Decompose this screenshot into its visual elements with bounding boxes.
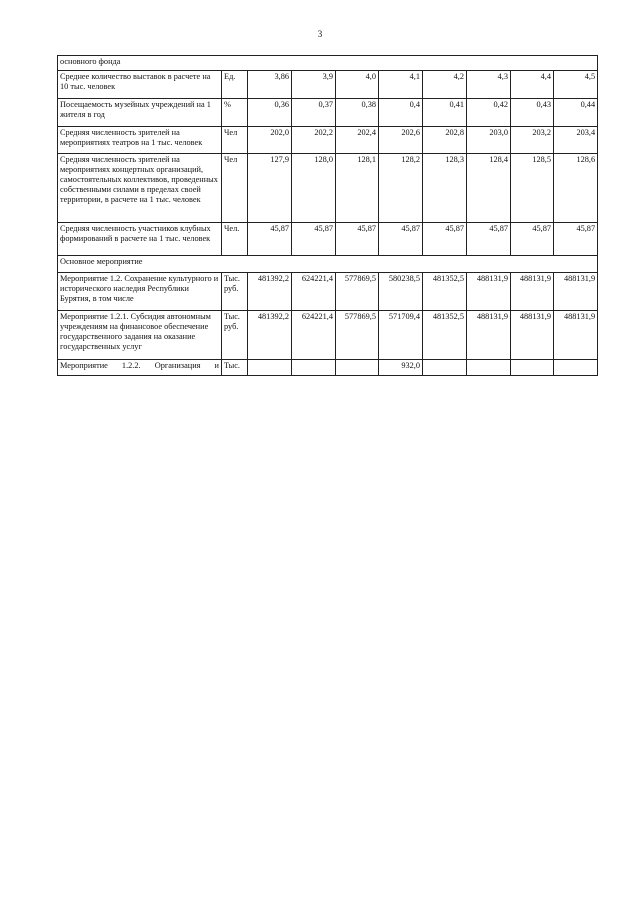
value-cell — [467, 360, 511, 376]
value-cell: 580238,5 — [379, 273, 423, 311]
table-row — [58, 256, 598, 273]
value-cell: 45,87 — [467, 223, 511, 256]
value-cell: 0,44 — [554, 99, 598, 127]
table-row — [58, 71, 598, 99]
value-cell — [511, 360, 554, 376]
value-cell: 128,2 — [379, 154, 423, 223]
table-row — [58, 223, 598, 256]
value-cell: 932,0 — [379, 360, 423, 376]
value-cell: 202,2 — [292, 127, 336, 154]
indicator-name: Средняя численность зрителей на мероприятиях театров на 1 тыс. человек — [58, 127, 222, 154]
value-cell: 481352,5 — [423, 311, 467, 360]
indicator-name: Средняя численность участников клубных формирований в расчете на 1 тыс. человек — [58, 223, 222, 256]
table-row — [58, 99, 598, 127]
value-cell: 4,1 — [379, 71, 423, 99]
indicator-name: Мероприятие 1.2.2. Организация и — [58, 360, 222, 376]
table-row — [58, 56, 598, 71]
value-cell: 45,87 — [511, 223, 554, 256]
unit-cell: % — [222, 99, 248, 127]
value-cell: 488131,9 — [554, 311, 598, 360]
value-cell: 128,1 — [336, 154, 379, 223]
value-cell: 45,87 — [292, 223, 336, 256]
value-cell: 0,38 — [336, 99, 379, 127]
value-cell: 624221,4 — [292, 273, 336, 311]
value-cell: 0,43 — [511, 99, 554, 127]
value-cell: 0,4 — [379, 99, 423, 127]
value-cell: 577869,5 — [336, 273, 379, 311]
value-cell: 45,87 — [423, 223, 467, 256]
value-cell — [423, 360, 467, 376]
section-label: основного фонда — [58, 56, 598, 71]
table-row — [58, 311, 598, 360]
indicator-name: Мероприятие 1.2.1. Субсидия автономным учреждениям на финансовое обеспечение государственного задания на оказание государственных услуг — [58, 311, 222, 360]
indicator-name: Посещаемость музейных учреждений на 1 жителя в год — [58, 99, 222, 127]
unit-cell: Ед. — [222, 71, 248, 99]
unit-cell: Чел — [222, 127, 248, 154]
value-cell: 488131,9 — [467, 311, 511, 360]
value-cell: 203,2 — [511, 127, 554, 154]
indicator-name: Мероприятие 1.2. Сохранение культурного и исторического наследия Республики Бурятия, в том числе — [58, 273, 222, 311]
value-cell: 128,0 — [292, 154, 336, 223]
value-cell: 4,2 — [423, 71, 467, 99]
value-cell: 624221,4 — [292, 311, 336, 360]
value-cell: 202,8 — [423, 127, 467, 154]
value-cell — [292, 360, 336, 376]
value-cell: 202,4 — [336, 127, 379, 154]
value-cell: 488131,9 — [511, 273, 554, 311]
page-number: 3 — [317, 29, 323, 39]
table-row — [58, 154, 598, 223]
indicators-table — [57, 55, 598, 376]
value-cell: 127,9 — [248, 154, 292, 223]
unit-cell: Тыс. — [222, 360, 248, 376]
indicator-name: Среднее количество выставок в расчете на 10 тыс. человек — [58, 71, 222, 99]
table-row — [58, 127, 598, 154]
section-label: Основное мероприятие — [58, 256, 598, 273]
unit-cell: Чел. — [222, 223, 248, 256]
unit-cell: Тыс. руб. — [222, 311, 248, 360]
value-cell: 488131,9 — [554, 273, 598, 311]
value-cell: 4,4 — [511, 71, 554, 99]
value-cell: 0,42 — [467, 99, 511, 127]
value-cell: 0,37 — [292, 99, 336, 127]
value-cell: 488131,9 — [467, 273, 511, 311]
value-cell: 3,9 — [292, 71, 336, 99]
value-cell: 488131,9 — [511, 311, 554, 360]
value-cell: 481352,5 — [423, 273, 467, 311]
value-cell: 571709,4 — [379, 311, 423, 360]
value-cell: 3,86 — [248, 71, 292, 99]
table-row — [58, 273, 598, 311]
value-cell: 202,6 — [379, 127, 423, 154]
value-cell: 481392,2 — [248, 311, 292, 360]
value-cell: 577869,5 — [336, 311, 379, 360]
value-cell: 481392,2 — [248, 273, 292, 311]
unit-cell: Чел — [222, 154, 248, 223]
value-cell: 45,87 — [336, 223, 379, 256]
value-cell: 45,87 — [554, 223, 598, 256]
table-row — [58, 360, 598, 376]
value-cell: 4,5 — [554, 71, 598, 99]
value-cell — [248, 360, 292, 376]
value-cell: 4,3 — [467, 71, 511, 99]
unit-cell: Тыс. руб. — [222, 273, 248, 311]
value-cell: 4,0 — [336, 71, 379, 99]
value-cell: 0,41 — [423, 99, 467, 127]
value-cell: 128,6 — [554, 154, 598, 223]
value-cell: 128,4 — [467, 154, 511, 223]
indicator-name: Средняя численность зрителей на мероприятиях концертных организаций, самостоятельных коллективов, проведенных собственными силами в пределах своей территории, в расчете на 1 тыс. человек — [58, 154, 222, 223]
value-cell: 0,36 — [248, 99, 292, 127]
value-cell: 203,0 — [467, 127, 511, 154]
value-cell: 45,87 — [248, 223, 292, 256]
value-cell: 202,0 — [248, 127, 292, 154]
value-cell — [554, 360, 598, 376]
value-cell — [336, 360, 379, 376]
value-cell: 128,5 — [511, 154, 554, 223]
value-cell: 203,4 — [554, 127, 598, 154]
value-cell: 45,87 — [379, 223, 423, 256]
value-cell: 128,3 — [423, 154, 467, 223]
